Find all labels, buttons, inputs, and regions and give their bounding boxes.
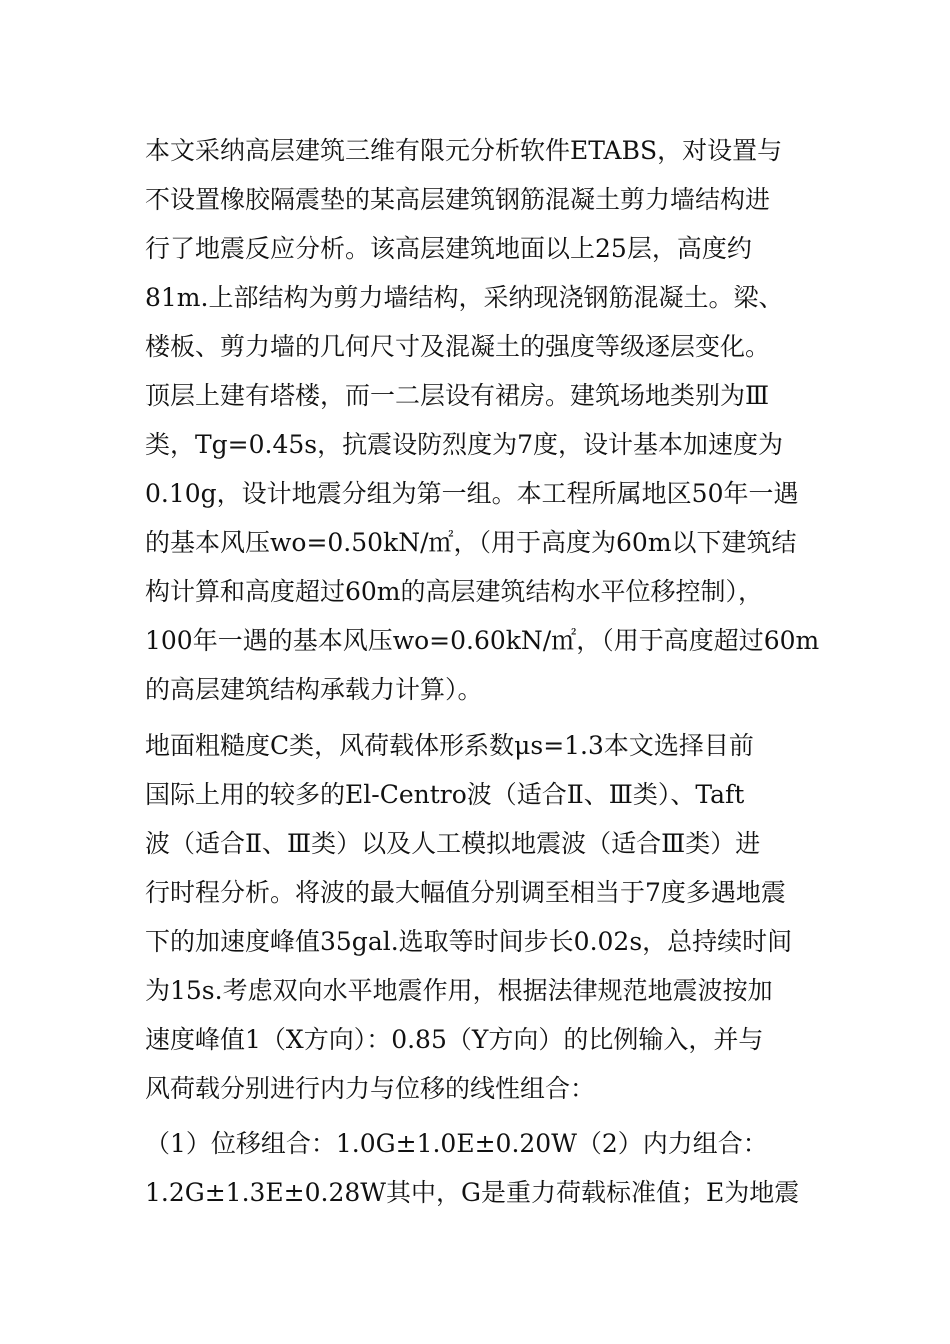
text-line: 速度峰值1（X方向）：0.85（Y方向）的比例输入，并与 — [145, 1025, 764, 1054]
text-line: 1.2G±1.3E±0.28W其中，G是重力荷载标准值；E为地震 — [145, 1178, 800, 1207]
text-line: 的高层建筑结构承载力计算）。 — [145, 675, 483, 704]
text-line: 为15s.考虑双向水平地震作用，根据法律规范地震波按加 — [145, 976, 773, 1005]
text-line: 楼板、剪力墙的几何尺寸及混凝土的强度等级逐层变化。 — [145, 332, 771, 361]
text-line: 地面粗糙度C类，风荷载体形系数μs=1.3本文选择目前 — [145, 731, 754, 760]
text-line: 0.10g，设计地震分组为第一组。本工程所属地区50年一遇 — [145, 479, 799, 508]
text-line: 100年一遇的基本风压wo=0.60kN/㎡，（用于高度超过60m — [145, 626, 820, 655]
text-line: 本文采纳高层建筑三维有限元分析软件ETABS，对设置与 — [145, 136, 783, 165]
text-line: 顶层上建有塔楼，而一二层设有裙房。建筑场地类别为Ⅲ — [145, 381, 770, 410]
text-line: 不设置橡胶隔震垫的某高层建筑钢筋混凝土剪力墙结构进 — [145, 185, 771, 214]
text-line: 构计算和高度超过60m的高层建筑结构水平位移控制）， — [145, 577, 764, 606]
text-line: （1）位移组合：1.0G±1.0E±0.20W（2）内力组合： — [145, 1129, 768, 1158]
text-line: 下的加速度峰值35gal.选取等时间步长0.02s，总持续时间 — [145, 927, 793, 956]
text-line: 波（适合Ⅱ、Ⅲ类）以及人工模拟地震波（适合Ⅲ类）进 — [145, 829, 761, 858]
text-line: 的基本风压wo=0.50kN/㎡，（用于高度为60m以下建筑结 — [145, 528, 797, 557]
text-line: 行时程分析。将波的最大幅值分别调至相当于7度多遇地震 — [145, 878, 786, 907]
text-line: 类，Tg=0.45s，抗震设防烈度为7度，设计基本加速度为 — [145, 430, 784, 459]
text-line: 81m.上部结构为剪力墙结构，采纳现浇钢筋混凝土。梁、 — [145, 283, 784, 312]
text-line: 国际上用的较多的El-Centro波（适合Ⅱ、Ⅲ类）、Taft — [145, 780, 745, 809]
text-line: 行了地震反应分析。该高层建筑地面以上25层，高度约 — [145, 234, 752, 263]
text-line: 风荷载分别进行内力与位移的线性组合： — [145, 1074, 596, 1103]
